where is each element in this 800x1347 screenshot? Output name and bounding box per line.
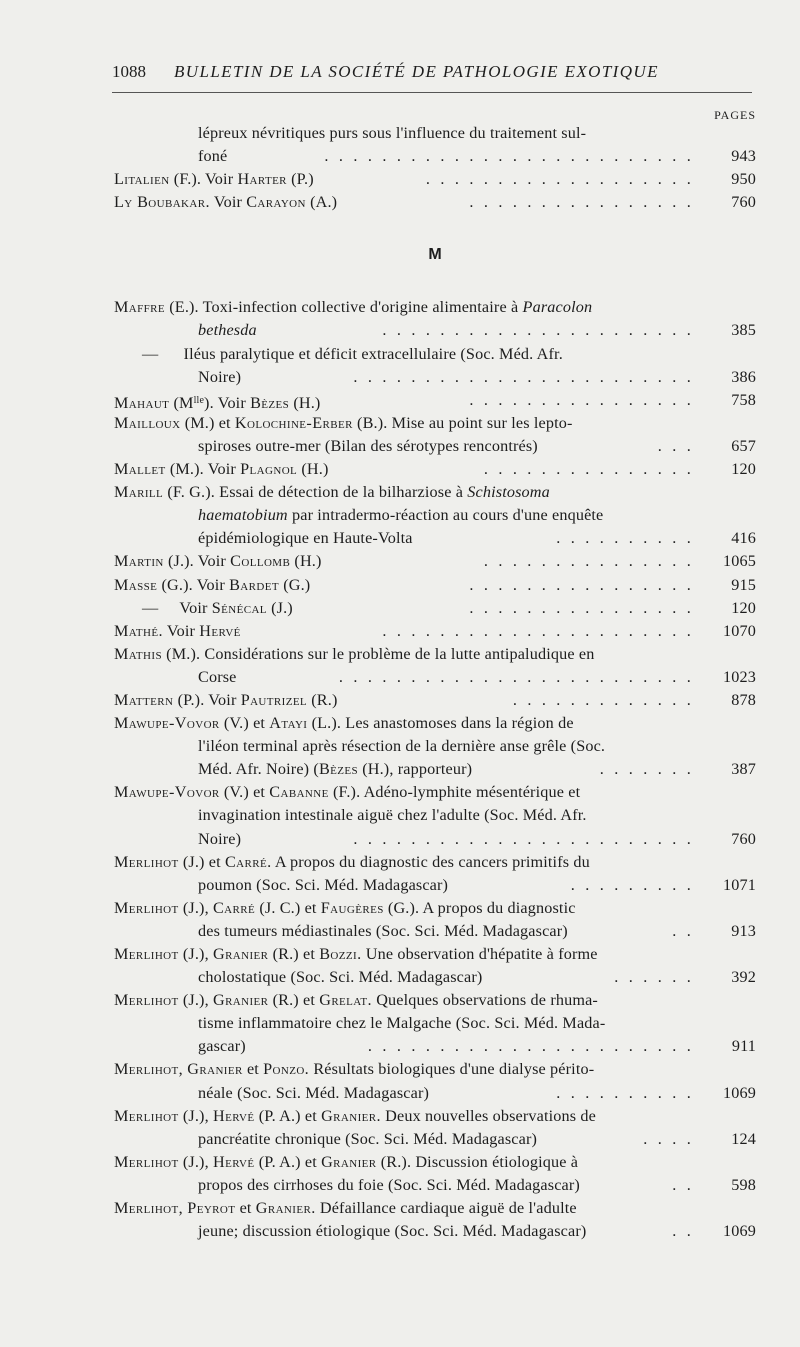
- author-name: Merlihot: [114, 1152, 179, 1171]
- page-ref: 878: [731, 690, 756, 709]
- index-entry: Merlihot (J.), Hervé (P. A.) et Granier. Deux nouvelles observations de: [114, 1106, 597, 1125]
- index-entry: Merlihot (J.), Granier (R.) et Grelat. Quelques observations de rhuma-: [114, 991, 598, 1010]
- dot-leader: . . . . . . . . . . . . . . . . . . . . . . . . .: [338, 667, 694, 686]
- index-line: pancréatite chronique (Soc. Sci. Méd. Madagascar) . . . . 124: [114, 1128, 756, 1151]
- author-name: Mawupe-Vovor: [114, 783, 220, 802]
- author-name: Merlihot: [114, 898, 179, 917]
- index-entry: — Iléus paralytique et déficit extracellulaire (Soc. Méd. Afr.: [142, 344, 563, 363]
- dot-leader: . . . . . . .: [599, 760, 694, 779]
- page-ref: 392: [731, 968, 756, 987]
- dot-leader: . . . . . . . . . . . . . . . . . . . . . .: [382, 321, 694, 340]
- index-line: propos des cirrhoses du foie (Soc. Sci. Méd. Madagascar) . . 598: [114, 1174, 756, 1197]
- section-letter: M: [428, 246, 442, 264]
- dot-leader: . . . . . . . . . . . . . . . . . . . . . . . .: [353, 829, 694, 848]
- index-line: Corse . . . . . . . . . . . . . . . . . . . . . . . . . 1023: [114, 666, 756, 689]
- index-line: poumon (Soc. Sci. Méd. Madagascar) . . . . . . . . . 1071: [114, 874, 756, 897]
- dot-leader: . . . . . . . . . .: [556, 529, 694, 548]
- author-name: Merlihot: [114, 1106, 179, 1125]
- dot-leader: . . . . . . . . . . . . . . . . . . . . . . . . . .: [324, 147, 694, 166]
- index-line: haematobium par intradermo-réaction au cours d'une enquête: [198, 506, 604, 525]
- dot-leader: . .: [672, 921, 694, 940]
- dot-leader: . . . . . . . . . . . . . . . .: [469, 575, 694, 594]
- dot-leader: . . . . . . . . . . . . . . . .: [469, 193, 694, 212]
- index-entry: Merlihot (J.), Granier (R.) et Bozzi. Une observation d'hépatite à forme: [114, 945, 598, 963]
- index-line: cholostatique (Soc. Sci. Méd. Madagascar) . . . . . . 392: [114, 966, 756, 989]
- author-name: Merlihot: [114, 945, 179, 963]
- dot-leader: . . . . . .: [614, 968, 694, 987]
- index-line: des tumeurs médiastinales (Soc. Sci. Méd. Madagascar) . . 913: [114, 920, 756, 943]
- index-line: Noire) . . . . . . . . . . . . . . . . . . . . . . . . 760: [114, 828, 756, 851]
- index-entry: Mattern (P.). Voir Pautrizel (R.) . . . . . . . . . . . . . 878: [114, 689, 756, 712]
- page-ref: 386: [731, 367, 756, 386]
- author-name: Masse: [114, 575, 158, 594]
- author-name: Merlihot: [114, 991, 179, 1010]
- index-entry: Mathis (M.). Considérations sur le problème de la lutte antipaludique en: [114, 644, 595, 663]
- index-line: Méd. Afr. Noire) (Bèzes (H.), rapporteur) . . . . . . . 387: [114, 758, 756, 781]
- index-line: spiroses outre-mer (Bilan des sérotypes rencontrés) . . . 657: [114, 435, 756, 458]
- dot-leader: . . . . . . . . . . . . . . .: [483, 552, 694, 571]
- index-entry: Merlihot, Peyrot et Granier. Défaillance cardiaque aiguë de l'adulte: [114, 1199, 577, 1218]
- page-ref: 760: [731, 193, 756, 212]
- author-name: Litalien: [114, 170, 170, 189]
- index-line: foné . . . . . . . . . . . . . . . . . . . . . . . . . . 943: [114, 145, 756, 168]
- index-entry: Masse (G.). Voir Bardet (G.) . . . . . . . . . . . . . . . . 915: [114, 574, 756, 597]
- index-line: gascar) . . . . . . . . . . . . . . . . . . . . . . . 911: [114, 1035, 756, 1058]
- author-name: Mathis: [114, 644, 162, 663]
- index-line: bethesda . . . . . . . . . . . . . . . . . . . . . . 385: [114, 319, 756, 342]
- author-index: [114, 122, 756, 1243]
- header-rule: [112, 92, 752, 93]
- author-name: Mawupe-Vovor: [114, 714, 220, 733]
- index-line: jeune; discussion étiologique (Soc. Sci. Méd. Madagascar) . . 1069: [114, 1220, 756, 1243]
- page-ref: 1069: [723, 1083, 756, 1102]
- dot-leader: . . . . . . . . . . . . . . . .: [469, 598, 694, 617]
- pages-column-label: PAGES: [714, 108, 756, 122]
- dot-leader: . . . . . . . . . . . . . . . . . . . . . . .: [367, 1037, 694, 1056]
- author-name: Merlihot,: [114, 1199, 184, 1218]
- page-ref: 758: [731, 390, 756, 409]
- page-ref: 913: [731, 921, 756, 940]
- index-entry: — Voir Sénécal (J.) . . . . . . . . . . . . . . . . 120: [114, 597, 756, 620]
- index-entry: Mathé. Voir Hervé . . . . . . . . . . . . . . . . . . . . . . 1070: [114, 620, 756, 643]
- dot-leader: . . . . . . . . . . . . . . .: [483, 460, 694, 479]
- page-ref: 950: [731, 170, 756, 189]
- page-ref: 385: [731, 321, 756, 340]
- dot-leader: . . . .: [643, 1129, 694, 1148]
- index-entry: Mahaut $(M^{lle})$. Voir Bèzes (H.) . . . . . . . . . . . . . . . . 758: [114, 390, 756, 412]
- index-line: Noire) . . . . . . . . . . . . . . . . . . . . . . . . 386: [114, 366, 756, 389]
- index-entry: Mailloux (M.) et Kolochine-Erber (B.). Mise au point sur les lepto-: [114, 413, 573, 432]
- page-ref: 120: [731, 598, 756, 617]
- page-ref: 1065: [723, 552, 756, 571]
- author-name: Merlihot,: [114, 1060, 184, 1079]
- index-entry: Maffre (E.). Toxi-infection collective d'origine alimentaire à Paracolon: [114, 298, 593, 317]
- page-ref: 416: [731, 529, 756, 548]
- page-ref: 657: [731, 436, 756, 455]
- dot-leader: . . . . . . . . . . . . .: [512, 690, 694, 709]
- index-entry: Merlihot (J.), Hervé (P. A.) et Granier (R.). Discussion étiologique à: [114, 1152, 579, 1171]
- page-ref: 1070: [723, 621, 756, 640]
- dot-leader: . . .: [657, 436, 694, 455]
- author-name: Mallet: [114, 460, 166, 479]
- index-line: invagination intestinale aiguë chez l'adulte (Soc. Méd. Afr.: [198, 806, 587, 825]
- index-entry: Litalien (F.). Voir Harter (P.) . . . . . . . . . . . . . . . . . . . 950: [114, 168, 756, 191]
- page-ref: 943: [731, 147, 756, 166]
- index-entry: Merlihot, Granier et Ponzo. Résultats biologiques d'une dialyse périto-: [114, 1060, 595, 1079]
- page-ref: 124: [731, 1129, 756, 1148]
- running-header: [112, 62, 752, 82]
- page-ref: 915: [731, 575, 756, 594]
- dot-leader: . . . . . . . . . . . . . . . .: [469, 390, 694, 409]
- index-line: néale (Soc. Sci. Méd. Madagascar) . . . . . . . . . . 1069: [114, 1082, 756, 1105]
- author-name: Marill: [114, 483, 164, 502]
- index-entry: Merlihot (J.), Carré (J. C.) et Faugères (G.). A propos du diagnostic: [114, 898, 576, 917]
- running-title: BULLETIN DE LA SOCIÉTÉ DE PATHOLOGIE EXOTIQUE: [174, 62, 659, 81]
- index-entry: Mawupe-Vovor (V.) et Atayi (L.). Les anastomoses dans la région de: [114, 714, 574, 733]
- author-name: Martin: [114, 552, 164, 571]
- dot-leader: . . . . . . . . . . . . . . . . . . . . . .: [382, 621, 694, 640]
- index-entry: Marill (F. G.). Essai de détection de la bilharziose à Schistosoma: [114, 483, 550, 502]
- author-name: Merlihot: [114, 852, 179, 871]
- index-line: l'iléon terminal après résection de la dernière anse grêle (Soc.: [198, 737, 606, 756]
- index-entry: Merlihot (J.) et Carré. A propos du diagnostic des cancers primitifs du: [114, 852, 590, 871]
- index-line: lépreux névritiques purs sous l'influence du traitement sul-: [198, 124, 587, 142]
- page-ref: 1069: [723, 1222, 756, 1241]
- index-entry: Martin (J.). Voir Collomb (H.) . . . . . . . . . . . . . . . 1065: [114, 550, 756, 573]
- index-entry: Ly Boubakar. Voir Carayon (A.) . . . . . . . . . . . . . . . . 760: [114, 191, 756, 214]
- dot-leader: . .: [672, 1222, 694, 1241]
- page-ref: 598: [731, 1175, 756, 1194]
- page-ref: 911: [731, 1037, 756, 1056]
- author-name: Mathé.: [114, 621, 163, 640]
- index-line: tisme inflammatoire chez le Malgache (Soc. Sci. Méd. Mada-: [198, 1014, 606, 1033]
- author-name: Mailloux: [114, 413, 181, 432]
- dot-leader: . . . . . . . . . . . . . . . . . . . . . . . .: [353, 367, 694, 386]
- page-number: 1088: [112, 62, 146, 81]
- index-entry: Mallet (M.). Voir Plagnol (H.) . . . . . . . . . . . . . . . 120: [114, 458, 756, 481]
- page-ref: 1023: [723, 667, 756, 686]
- dot-leader: . .: [672, 1175, 694, 1194]
- dot-leader: . . . . . . . . . . . . . . . . . . .: [425, 170, 694, 189]
- index-line: épidémiologique en Haute-Volta . . . . . . . . . . 416: [114, 527, 756, 550]
- page-ref: 120: [731, 460, 756, 479]
- author-name: Maffre: [114, 298, 166, 317]
- author-name: Mattern: [114, 690, 174, 709]
- dot-leader: . . . . . . . . .: [570, 875, 694, 894]
- author-name: Mahaut: [114, 393, 170, 412]
- page-ref: 387: [731, 760, 756, 779]
- page-ref: 1071: [723, 875, 756, 894]
- index-entry: Mawupe-Vovor (V.) et Cabanne (F.). Adéno-lymphite mésentérique et: [114, 783, 581, 802]
- dot-leader: . . . . . . . . . .: [556, 1083, 694, 1102]
- page-ref: 760: [731, 829, 756, 848]
- author-name: Ly Boubakar.: [114, 193, 210, 212]
